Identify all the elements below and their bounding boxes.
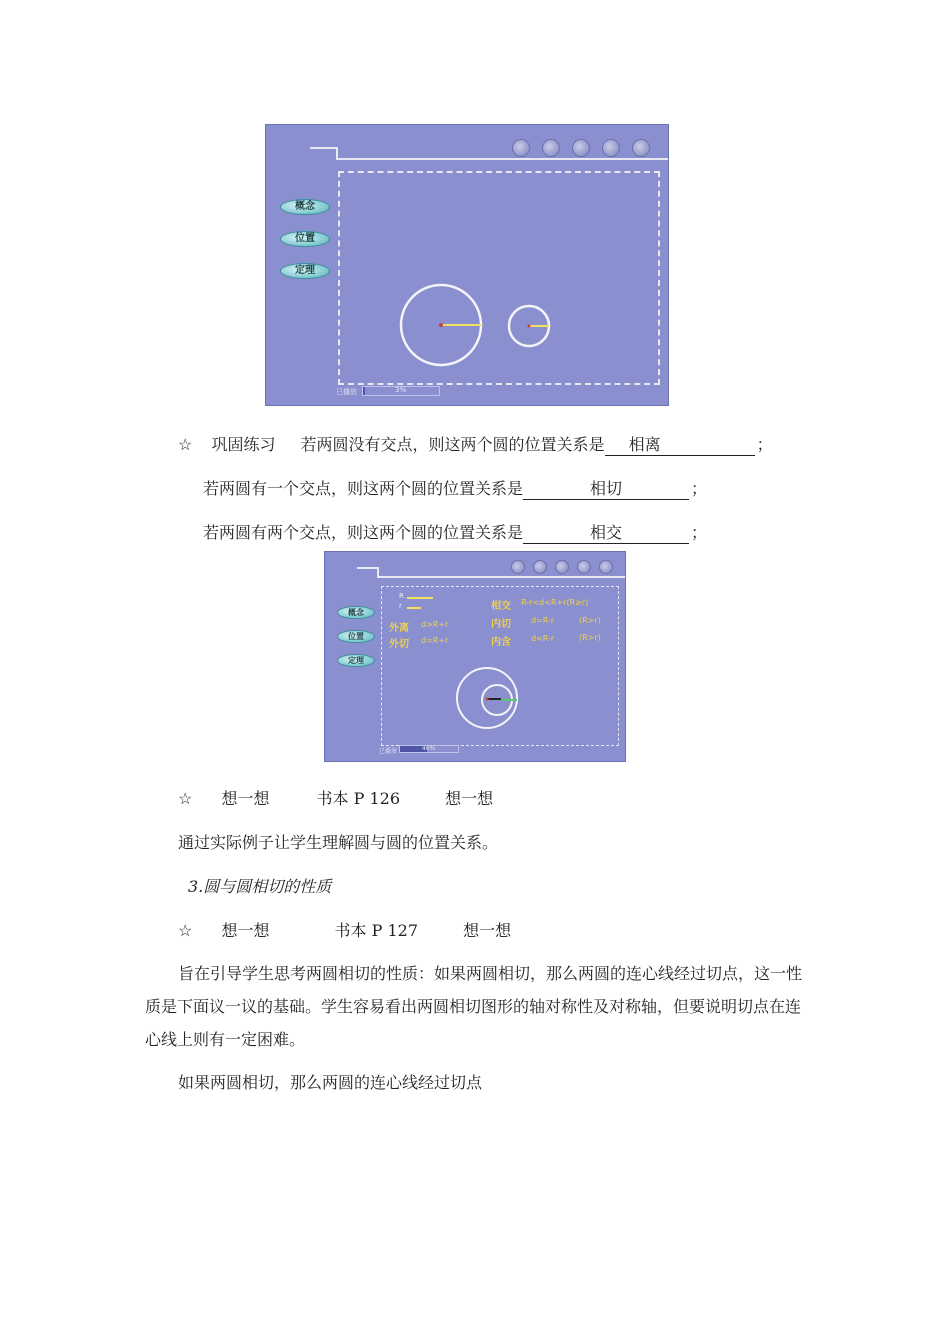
section-heading: 3.圆与圆相切的性质 <box>188 877 332 896</box>
star-icon: ☆ <box>178 789 193 808</box>
internal-circles-figure <box>325 552 625 761</box>
think-label: 想一想 <box>221 789 270 808</box>
think-line-2 <box>178 920 511 942</box>
exercise-line-2 <box>203 478 707 500</box>
menu-position-button[interactable]: 位置 <box>280 231 330 247</box>
conclusion-line: 如果两圆相切，那么两圆的连心线经过切点 <box>178 1073 483 1092</box>
star-icon: ☆ <box>178 921 193 940</box>
note-line: 通过实际例子让学生理解圆与圆的位置关系。 <box>178 833 499 852</box>
progress-label: 已播放 <box>336 388 357 396</box>
star-icon: ☆ <box>178 435 193 454</box>
exercise-q1: 若两圆没有交点，则这两个圆的位置关系是 <box>300 435 605 454</box>
slide-screenshot-1 <box>265 124 669 406</box>
book-ref: 书本 P 126 <box>316 789 401 808</box>
think-label: 想一想 <box>221 921 270 940</box>
menu-theorem-button[interactable]: 定理 <box>280 263 330 279</box>
cond-waiqie: d=R+r <box>421 636 449 645</box>
menu-concept-button[interactable]: 概念 <box>337 606 375 619</box>
progress-label: 已播放 <box>379 748 398 755</box>
relation-waiqie: 外切 <box>389 639 409 650</box>
think-label: 想一想 <box>445 789 494 808</box>
slide-screenshot-2 <box>324 551 626 762</box>
exercise-q3: 若两圆有两个交点，则这两个圆的位置关系是 <box>203 523 524 542</box>
cond-neiqie: d=R-r <box>531 616 555 625</box>
exercise-line-1 <box>178 434 773 456</box>
cond-waili: d>R+r <box>421 620 449 629</box>
semicolon: ； <box>691 523 708 542</box>
relation-neiqie: 内切 <box>491 619 511 630</box>
answer-blank-1: 相离 <box>605 435 755 456</box>
progress-bar <box>399 745 459 753</box>
exercise-title: 巩固练习 <box>211 435 276 454</box>
relation-neihan: 内含 <box>491 637 511 648</box>
answer-blank-2: 相切 <box>523 479 689 500</box>
label-r: r <box>399 602 402 610</box>
note-neiqie: (R>r) <box>579 616 601 625</box>
semicolon: ； <box>691 479 708 498</box>
menu-concept-button[interactable]: 概念 <box>280 199 330 215</box>
cond-neihan: d<R-r <box>531 634 555 643</box>
book-ref: 书本 P 127 <box>334 921 419 940</box>
semicolon: ； <box>756 435 773 454</box>
label-R: R <box>399 592 404 600</box>
think-line-1 <box>178 788 493 810</box>
progress-bar <box>362 386 440 396</box>
progress-value: 46% <box>422 745 436 752</box>
think-label: 想一想 <box>463 921 512 940</box>
large-center <box>439 323 443 327</box>
progress-value: 3% <box>395 386 407 394</box>
answer-blank-3: 相交 <box>523 523 689 544</box>
note-neihan: (R>r) <box>579 633 601 642</box>
relation-waili: 外离 <box>389 623 409 634</box>
menu-theorem-button[interactable]: 定理 <box>337 654 375 667</box>
exercise-line-3 <box>203 522 707 544</box>
exercise-q2: 若两圆有一个交点，则这两个圆的位置关系是 <box>203 479 524 498</box>
explanation-paragraph: 旨在引导学生思考两圆相切的性质：如果两圆相切，那么两圆的连心线经过切点，这一性质是下面议一议的基础。学生容易看出两圆相切图形的轴对称性及对称轴，但要说明切点在连心线上则有一定困难。 <box>145 964 803 1049</box>
relation-xiangjiao: 相交 <box>491 601 511 612</box>
small-center <box>528 325 531 328</box>
center-dot <box>486 698 489 701</box>
menu-position-button[interactable]: 位置 <box>337 630 375 643</box>
cond-xiangjiao: R-r<d<R+r(R≥r) <box>521 598 589 607</box>
two-circles-figure <box>266 125 668 405</box>
